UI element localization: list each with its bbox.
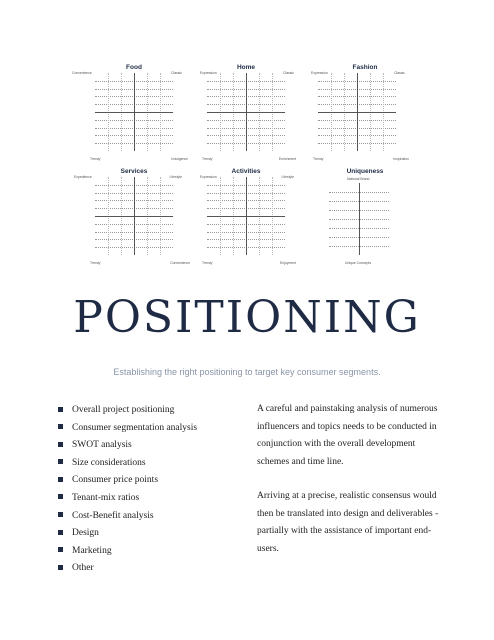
- list-item: [58, 456, 197, 474]
- list-item: [58, 473, 197, 491]
- matrix-title: Fashion: [352, 64, 378, 71]
- grid-horizontal-axis: [95, 112, 173, 113]
- bullet-square-icon: [58, 424, 63, 429]
- matrix-label-top-right: Classic: [394, 71, 405, 75]
- list-item-label: Consumer price points: [72, 475, 159, 486]
- matrix-label-top-right: Lifestyle: [281, 175, 294, 179]
- matrix-grid: [95, 177, 173, 255]
- bullet-square-icon: [58, 477, 63, 482]
- page-subtitle: Establishing the right positioning to target key consumer segments.: [113, 367, 381, 377]
- matrix-label-bottom-left: Trendy: [202, 157, 213, 161]
- matrix-title: Services: [120, 168, 148, 175]
- matrix-home: [200, 64, 296, 164]
- matrix-label-top-left: Convenience: [72, 71, 92, 75]
- list-item-label: Overall project positioning: [72, 405, 175, 415]
- list-item: [58, 438, 197, 456]
- matrix-label-top-left: Expedience: [74, 175, 92, 179]
- bullet-square-icon: [58, 494, 63, 499]
- matrix-grid: [207, 73, 285, 151]
- matrix-title: Uniqueness: [346, 168, 384, 175]
- matrix-fashion: [311, 64, 409, 164]
- paragraph-analysis: A careful and painstaking analysis of numerous influencers and topics needs to be conducted in conjunction with the overall development schemes and time line.: [257, 404, 438, 467]
- matrix-label-top-right: Classic: [171, 71, 182, 75]
- paragraph-consensus: Arriving at a precise, realistic consensus would then be translated into design and deliverables - partially with the assistance of important end-users.: [257, 491, 439, 554]
- list-item-label: Tenant-mix ratios: [72, 492, 140, 503]
- grid-horizontal-axis: [318, 112, 396, 113]
- matrix-label-top-right: Lifestyle: [169, 175, 182, 179]
- matrix-label-top-left: Expression: [200, 71, 217, 75]
- bullet-square-icon: [58, 459, 63, 464]
- list-item-label: Other: [72, 563, 94, 574]
- list-item-label: SWOT analysis: [72, 440, 132, 451]
- matrix-label-bottom-right: Indulgence: [171, 157, 188, 161]
- list-item: [58, 561, 197, 579]
- matrix-uniqueness: [311, 168, 403, 268]
- matrix-label-top-right: Classic: [283, 71, 294, 75]
- grid-horizontal-axis: [207, 112, 285, 113]
- matrix-title: Food: [126, 64, 142, 71]
- matrix-label-bottom-left: Trendy: [313, 157, 324, 161]
- matrix-grid: [329, 183, 389, 255]
- page-title: POSITIONING: [73, 292, 421, 343]
- matrix-grid: [207, 177, 285, 255]
- matrix-activities: [200, 168, 296, 268]
- matrix-grid: [318, 73, 396, 151]
- matrix-label-bottom: Unique Concepts: [345, 261, 372, 265]
- bullet-square-icon: [58, 547, 63, 552]
- matrix-label-top-left: Expression: [200, 175, 217, 179]
- matrix-food: [72, 64, 188, 164]
- matrix-label-bottom-right: Inspiration: [393, 157, 409, 161]
- grid-horizontal-axis: [95, 216, 173, 217]
- bullet-square-icon: [58, 565, 63, 570]
- list-item-label: Size considerations: [72, 457, 146, 468]
- list-item: [58, 526, 197, 544]
- list-item: [58, 403, 197, 421]
- matrix-title: Home: [236, 64, 256, 71]
- list-item-label: Marketing: [72, 545, 112, 556]
- grid-vertical-axis: [359, 183, 360, 255]
- bullet-list: [58, 403, 197, 579]
- bullet-square-icon: [58, 442, 63, 447]
- matrix-services: [74, 168, 190, 268]
- matrix-grid: [95, 73, 173, 151]
- list-item: [58, 421, 197, 439]
- matrix-label-bottom-left: Trendy: [90, 261, 101, 265]
- matrix-label-top-left: Expression: [311, 71, 328, 75]
- matrix-label-bottom-left: Trendy: [90, 157, 101, 161]
- list-item-label: Consumer segmentation analysis: [72, 422, 198, 433]
- matrix-label-bottom-right: Enjoyment: [279, 261, 296, 265]
- bullet-square-icon: [58, 530, 63, 535]
- matrix-label-bottom-right: Convenience: [170, 261, 190, 265]
- list-item: [58, 544, 197, 562]
- matrix-title: Activities: [231, 168, 261, 175]
- grid-horizontal-axis: [207, 216, 285, 217]
- list-item-label: Cost-Benefit analysis: [72, 510, 154, 521]
- bullet-square-icon: [58, 407, 63, 412]
- matrix-label-bottom-left: Trendy: [202, 261, 213, 265]
- list-item: [58, 509, 197, 527]
- list-item: [58, 491, 197, 509]
- matrix-label-bottom-right: Enrichment: [278, 157, 296, 161]
- matrix-label-top: National Brand: [347, 177, 370, 181]
- bullet-square-icon: [58, 512, 63, 517]
- list-item-label: Design: [72, 528, 99, 539]
